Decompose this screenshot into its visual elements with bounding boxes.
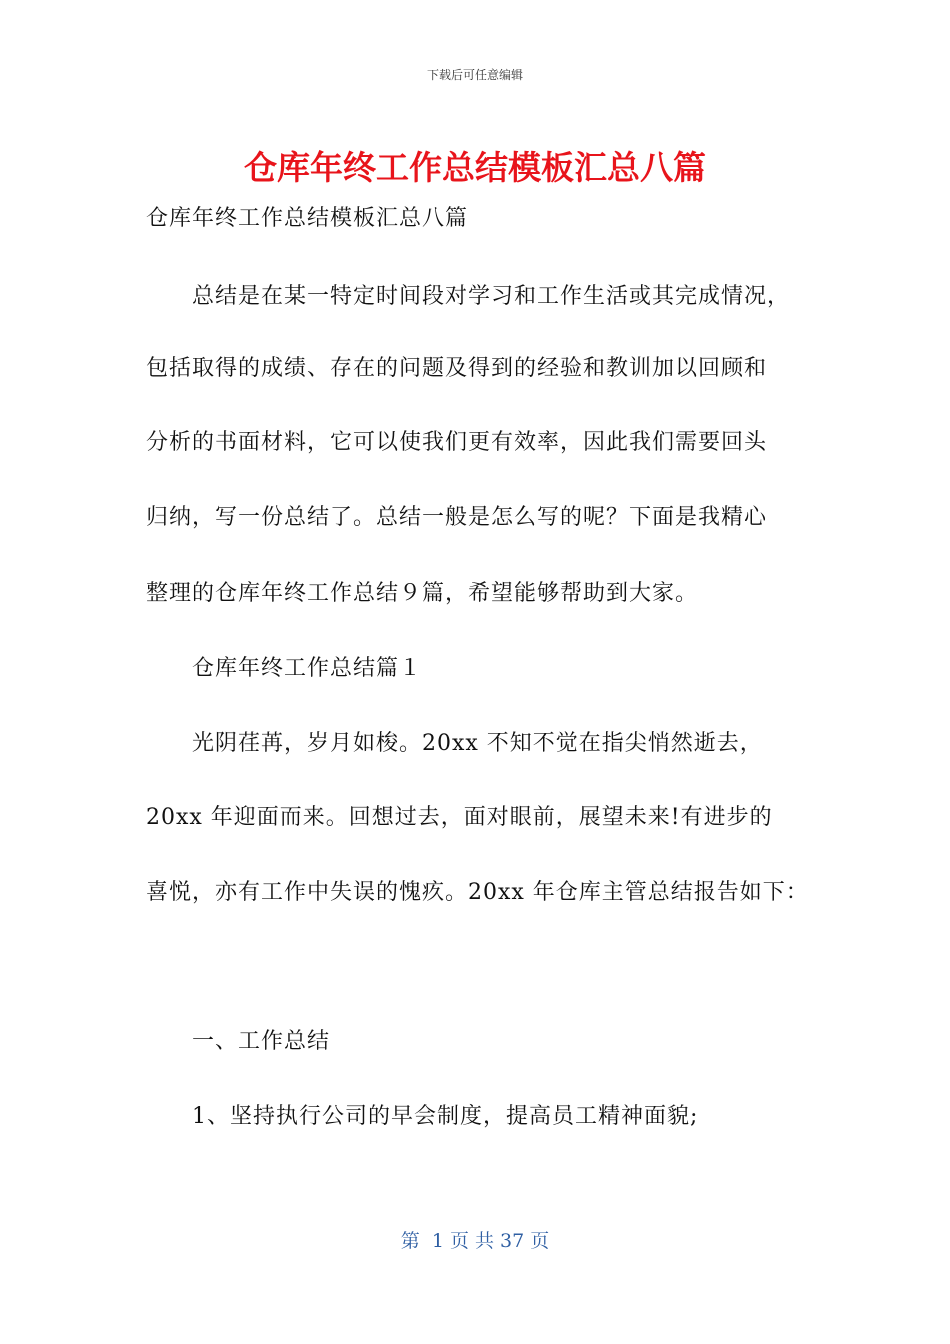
section-heading: 仓库年终工作总结篇１ bbox=[192, 656, 423, 681]
download-note: 下载后可任意编辑 bbox=[426, 68, 523, 82]
page-footer: 第 1 页 共 37 页 bbox=[400, 1230, 550, 1252]
body-line-2: 20xx 年迎面而来。回想过去，面对眼前，展望未来!有进步的 bbox=[146, 805, 773, 830]
part-heading: 一、工作总结 bbox=[192, 1029, 331, 1054]
intro-line-3: 分析的书面材料，它可以使我们更有效率，因此我们需要回头 bbox=[146, 430, 768, 455]
list-item-1: 1、坚持执行公司的早会制度，提高员工精神面貌; bbox=[192, 1104, 699, 1129]
document-subtitle: 仓库年终工作总结模板汇总八篇 bbox=[146, 206, 469, 231]
intro-line-2: 包括取得的成绩、存在的问题及得到的经验和教训加以回顾和 bbox=[146, 356, 768, 381]
body-line-3: 喜悦，亦有工作中失误的愧疚。20xx 年仓库主管总结报告如下： bbox=[146, 880, 809, 905]
body-line-1: 光阴荏苒，岁月如梭。20xx 不知不觉在指尖悄然逝去， bbox=[192, 731, 763, 756]
page-title: 仓库年终工作总结模板汇总八篇 bbox=[244, 148, 706, 187]
intro-line-4: 归纳，写一份总结了。总结一般是怎么写的呢？下面是我精心 bbox=[146, 505, 768, 530]
intro-line-1: 总结是在某一特定时间段对学习和工作生活或其完成情况， bbox=[192, 284, 791, 309]
intro-line-5: 整理的仓库年终工作总结９篇，希望能够帮助到大家。 bbox=[146, 581, 699, 606]
